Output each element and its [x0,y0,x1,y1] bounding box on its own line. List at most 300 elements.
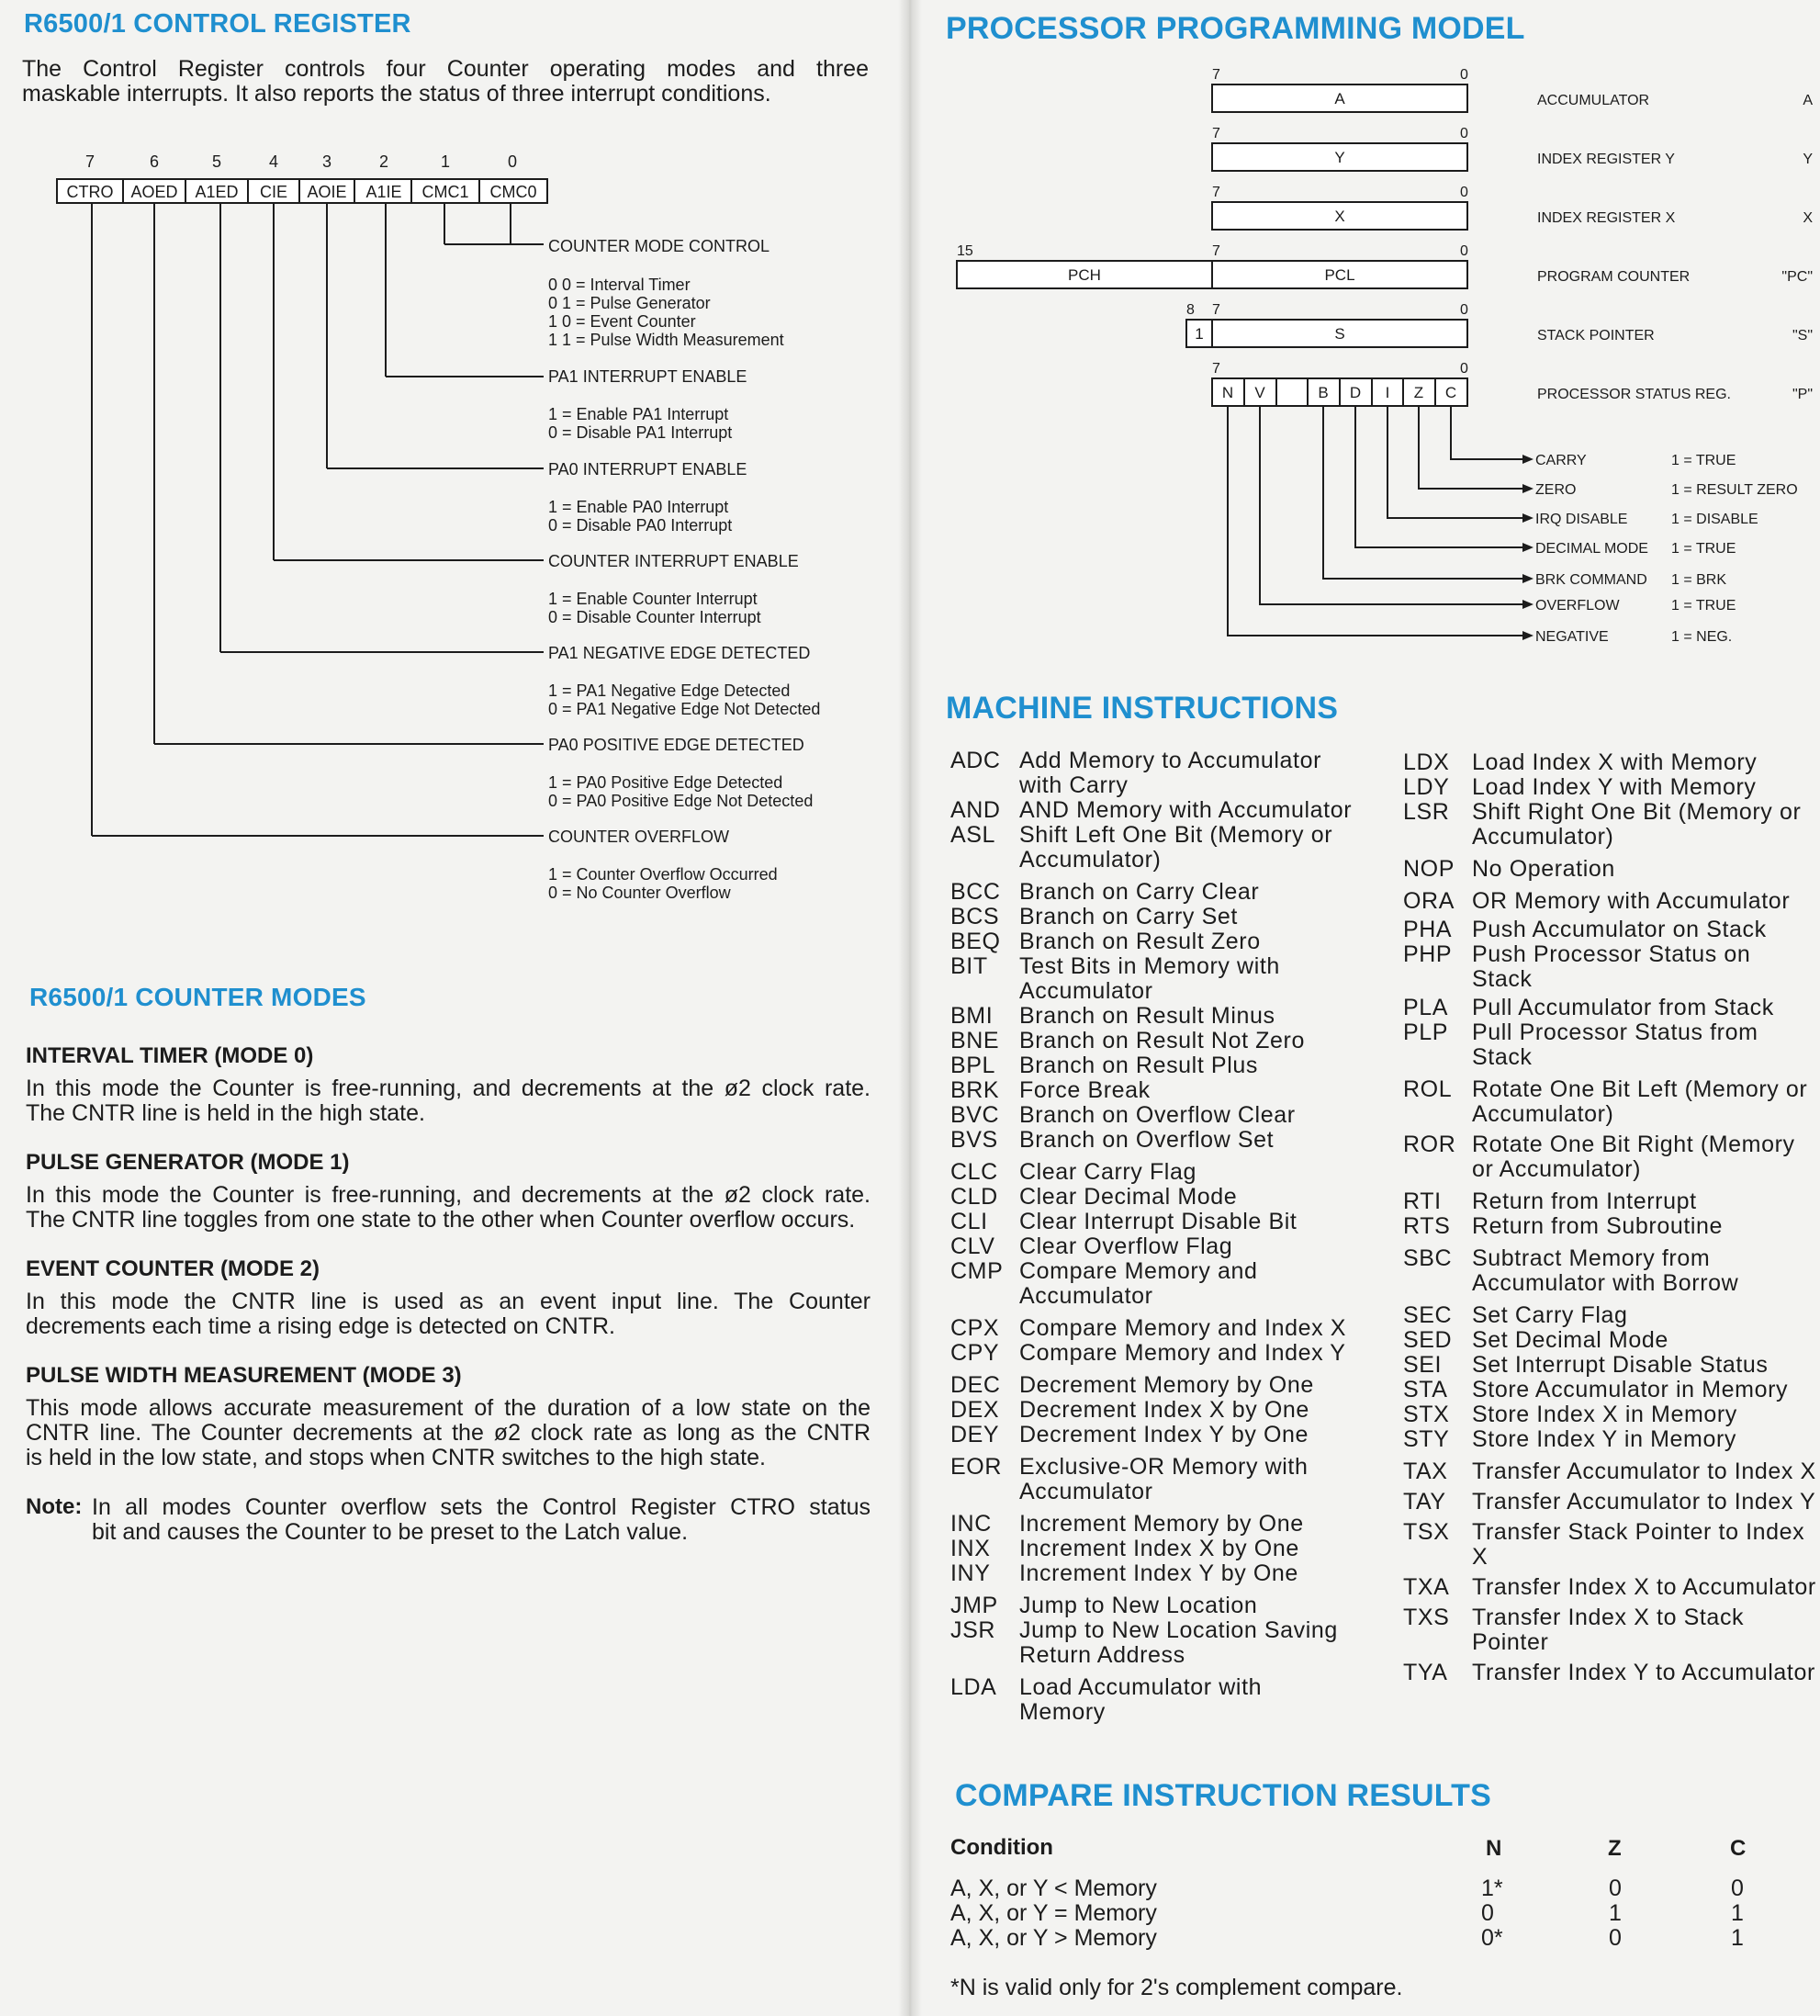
mode-line: In this mode the Counter is free-running, and decrements at the ø2 clock rate. [26,1182,871,1208]
section-line: 1 = Enable PA0 Interrupt [548,498,729,516]
instruction-row [950,1537,1354,1561]
mode-line: decrements each time a rising edge is detected on CNTR. [26,1313,615,1339]
instruction-row [950,1618,1354,1668]
instruction-mnemonic: LDY [1403,774,1450,800]
compare-header-c: C [1730,1836,1747,1861]
mode-line: CNTR line. The Counter decrements at the ø2 clock rate as long as the CNTR [26,1420,871,1446]
bit-position: 15 [957,243,973,259]
instruction-description: Decrement Index X by One [1019,1397,1309,1423]
section-line: 0 = Disable Counter Interrupt [548,608,761,626]
note-line: In all modes Counter overflow sets the Control Register CTRO status [92,1494,871,1520]
register-name: ACCUMULATOR [1537,93,1650,108]
instruction-description: Branch on Result Zero [1019,929,1261,954]
flag-name: IRQ DISABLE [1535,512,1628,527]
instruction-mnemonic: TAX [1403,1459,1448,1484]
mode-description [26,1396,871,1470]
instruction-row [950,1316,1354,1341]
compare-header-z: Z [1608,1836,1622,1861]
instruction-description: Rotate One Bit Right (Memory or Accumulator) [1472,1132,1795,1182]
instruction-description: Pull Processor Status from Stack [1472,1019,1758,1070]
bit-cell: CMC0 [489,183,537,201]
register-symbol: "S" [1792,328,1813,344]
bit-number: 7 [84,152,95,171]
instruction-mnemonic: TSX [1403,1519,1450,1545]
instruction-row [950,1423,1354,1447]
mode-title: PULSE WIDTH MEASUREMENT (MODE 3) [26,1363,462,1388]
section-line: 0 = No Counter Overflow [548,884,731,902]
bit-position: 8 [1186,302,1195,318]
bit-position: 7 [1212,126,1220,141]
instruction-mnemonic: DEC [950,1372,1001,1398]
instruction-mnemonic: TYA [1403,1660,1448,1685]
compare-header-n: N [1486,1836,1502,1861]
instruction-mnemonic: NOP [1403,856,1455,882]
register-box-label: Y [1334,149,1345,166]
bit-cell: AOED [130,183,178,201]
instruction-mnemonic: BRK [950,1077,1000,1103]
instruction-description: Decrement Index Y by One [1019,1422,1309,1447]
instruction-description: Branch on Overflow Clear [1019,1102,1296,1128]
register-box-label: 1 [1195,325,1204,343]
section-line: 0 1 = Pulse Generator [548,294,711,312]
instruction-description: Push Accumulator on Stack [1472,917,1767,942]
instruction-description: Shift Right One Bit (Memory or Accumulator) [1472,799,1802,850]
instruction-mnemonic: ADC [950,748,1001,773]
instruction-row [950,1210,1354,1234]
instruction-row [950,905,1354,929]
instruction-row [950,954,1354,1004]
instruction-description: Branch on Carry Clear [1019,879,1260,905]
register-box-label: X [1334,208,1345,225]
instruction-description: Increment Index Y by One [1019,1560,1298,1586]
instruction-mnemonic: TAY [1403,1489,1446,1515]
instruction-description: Decrement Memory by One [1019,1372,1314,1398]
instruction-description: Load Index X with Memory [1472,749,1758,775]
register-name: INDEX REGISTER Y [1537,152,1675,167]
compare-n: 0* [1481,1925,1503,1951]
note-label: Note: [26,1494,83,1519]
instruction-description: Shift Left One Bit (Memory or Accumulator) [1019,822,1333,873]
machine-instructions-title: MACHINE INSTRUCTIONS [946,691,1339,726]
instruction-description: Test Bits in Memory with Accumulator [1019,953,1280,1004]
section-title: PA0 POSITIVE EDGE DETECTED [548,736,804,754]
instruction-mnemonic: TXA [1403,1574,1450,1600]
instruction-row [1403,1353,1816,1378]
instruction-mnemonic: SEC [1403,1302,1453,1328]
instruction-description: Transfer Index X to Stack Pointer [1472,1605,1745,1655]
instruction-row [950,1185,1354,1210]
bit-cell: A1ED [195,183,239,201]
compare-condition: A, X, or Y = Memory [950,1900,1157,1926]
instruction-mnemonic: BPL [950,1053,996,1078]
bit-number: 2 [378,152,389,171]
flag-value: 1 = TRUE [1671,541,1736,557]
instruction-row [1403,942,1816,992]
instruction-mnemonic: DEY [950,1422,1000,1447]
instruction-row [1403,1402,1816,1427]
flag-value: 1 = DISABLE [1671,512,1758,527]
instruction-row [1403,1132,1816,1182]
instruction-row [1403,1459,1816,1484]
status-bit: Z [1413,384,1424,401]
mode-title: PULSE GENERATOR (MODE 1) [26,1150,350,1175]
instruction-mnemonic: STA [1403,1377,1448,1402]
flag-value: 1 = TRUE [1671,598,1736,614]
flag-value: 1 = TRUE [1671,453,1736,468]
section-line: 1 = PA1 Negative Edge Detected [548,681,791,700]
instruction-row [950,823,1354,873]
instruction-mnemonic: LDX [1403,749,1450,775]
instruction-row [950,749,1354,798]
bit-cell: AOIE [307,183,347,201]
instruction-mnemonic: CLD [950,1184,998,1210]
instruction-row [950,1004,1354,1029]
mode-line: The CNTR line is held in the high state. [26,1100,425,1126]
compare-condition: A, X, or Y < Memory [950,1875,1157,1901]
note-text [92,1495,871,1545]
instruction-description: Branch on Carry Set [1019,904,1238,929]
section-line: 0 = Disable PA1 Interrupt [548,423,733,442]
instruction-mnemonic: BMI [950,1003,994,1029]
instruction-description: Pull Accumulator from Stack [1472,995,1774,1020]
instruction-mnemonic: BCC [950,879,1001,905]
bit-number: 5 [211,152,222,171]
instruction-row [1403,1303,1816,1328]
mode-title: EVENT COUNTER (MODE 2) [26,1256,320,1281]
flag-name: DECIMAL MODE [1535,541,1648,557]
instruction-row [950,1455,1354,1504]
instruction-description: Clear Carry Flag [1019,1159,1196,1185]
instruction-description: Compare Memory and Accumulator [1019,1258,1258,1309]
instruction-row [950,1373,1354,1398]
instruction-row [950,929,1354,954]
section-line: 0 = PA0 Positive Edge Not Detected [548,792,814,810]
bit-position: 0 [1460,67,1468,83]
mode-line: In this mode the CNTR line is used as an event input line. The Counter [26,1289,871,1314]
instruction-row [950,880,1354,905]
register-box-label: S [1334,325,1345,343]
mode-line: is held in the low state, and stops when CNTR switches to the high state. [26,1445,766,1470]
instruction-description: Set Carry Flag [1472,1302,1628,1328]
bit-cell: CTRO [66,183,114,201]
instruction-mnemonic: BVS [950,1127,998,1153]
instruction-description: Store Index Y in Memory [1472,1426,1737,1452]
status-bit: B [1318,384,1329,401]
instruction-mnemonic: INX [950,1536,991,1561]
instruction-row [950,1053,1354,1078]
mode-line: In this mode the Counter is free-running, and decrements at the ø2 clock rate. [26,1076,871,1101]
instruction-mnemonic: CPX [950,1315,1000,1341]
instruction-row [1403,1661,1816,1685]
instruction-mnemonic: DEX [950,1397,1000,1423]
bit-cell: A1IE [365,183,402,201]
instruction-mnemonic: BEQ [950,929,1001,954]
flag-value: 1 = RESULT ZERO [1671,482,1798,498]
instruction-row [1403,1605,1816,1655]
register-symbol: X [1803,210,1813,226]
instruction-row [950,1561,1354,1586]
register-symbol: "P" [1792,387,1813,402]
bit-position: 0 [1460,361,1468,377]
section-line: 0 = PA1 Negative Edge Not Detected [548,700,821,718]
status-bit: N [1221,384,1234,401]
section-title: COUNTER MODE CONTROL [548,237,770,255]
mode-line: The CNTR line toggles from one state to the other when Counter overflow occurs. [26,1207,856,1233]
instruction-mnemonic: ROR [1403,1132,1456,1157]
instruction-description: Transfer Index X to Accumulator [1472,1574,1816,1600]
instruction-row [1403,1189,1816,1214]
instruction-description: Compare Memory and Index Y [1019,1340,1346,1366]
instruction-mnemonic: PHA [1403,917,1453,942]
instruction-mnemonic: ASL [950,822,996,848]
instruction-mnemonic: LDA [950,1674,997,1700]
status-bit: V [1254,384,1265,401]
instruction-row [1403,1328,1816,1353]
instruction-row [950,1259,1354,1309]
instruction-description: Clear Decimal Mode [1019,1184,1238,1210]
instruction-mnemonic: PLA [1403,995,1449,1020]
mode-description [26,1183,871,1233]
mode-title: INTERVAL TIMER (MODE 0) [26,1043,314,1068]
bit-position: 0 [1460,302,1468,318]
register-name: PROGRAM COUNTER [1537,269,1691,285]
register-symbol: A [1803,93,1813,108]
compare-n: 0 [1481,1900,1494,1926]
instruction-description: Jump to New Location [1019,1593,1258,1618]
instruction-row [1403,1520,1816,1570]
bit-position: 7 [1212,243,1220,259]
instruction-description: Jump to New Location Saving Return Address [1019,1617,1338,1668]
register-symbol: Y [1803,152,1813,167]
control-register-diagram [0,138,882,909]
instruction-row [1403,800,1816,850]
mode-description [26,1290,871,1339]
intro-line: The Control Register controls four Counter operating modes and three [22,56,869,82]
bit-number: 6 [149,152,160,171]
instruction-row [1403,1427,1816,1452]
compare-z: 1 [1609,1900,1622,1926]
compare-c: 0 [1731,1875,1744,1901]
register-name: STACK POINTER [1537,328,1655,344]
instruction-mnemonic: INY [950,1560,991,1586]
instruction-row [1403,1077,1816,1127]
compare-z: 0 [1609,1925,1622,1951]
bit-cell: CIE [259,183,288,201]
instruction-row [950,1594,1354,1618]
bit-position: 7 [1212,361,1220,377]
instruction-description: Exclusive-OR Memory with Accumulator [1019,1454,1309,1504]
instruction-mnemonic: SBC [1403,1245,1453,1271]
instruction-description: Branch on Result Minus [1019,1003,1275,1029]
instruction-description: Clear Interrupt Disable Bit [1019,1209,1298,1234]
bit-cell: CMC1 [421,183,469,201]
section-title: PA0 INTERRUPT ENABLE [548,460,747,479]
status-bit: D [1349,384,1362,401]
bit-position: 0 [1460,185,1468,200]
bit-position: 7 [1212,67,1220,83]
bit-number: 4 [268,152,279,171]
instruction-mnemonic: RTI [1403,1188,1442,1214]
instruction-mnemonic: INC [950,1511,992,1537]
instruction-mnemonic: RTS [1403,1213,1451,1239]
instruction-mnemonic: AND [950,797,1001,823]
instruction-row [1403,918,1816,942]
instruction-mnemonic: EOR [950,1454,1002,1480]
section-line: 1 = PA0 Positive Edge Detected [548,773,783,792]
instruction-row [1403,1575,1816,1600]
programming-model-diagram [946,55,1820,661]
instruction-mnemonic: CPY [950,1340,1000,1366]
section-title: COUNTER INTERRUPT ENABLE [548,552,799,570]
programming-model-title: PROCESSOR PROGRAMMING MODEL [946,11,1525,46]
instruction-row [950,1103,1354,1128]
compare-results-title: COMPARE INSTRUCTION RESULTS [955,1778,1492,1813]
instruction-row [1403,1378,1816,1402]
instruction-description: Store Index X in Memory [1472,1402,1737,1427]
instruction-description: Push Processor Status on Stack [1472,941,1751,992]
section-line: 0 = Disable PA0 Interrupt [548,516,733,535]
section-line: 0 0 = Interval Timer [548,276,691,294]
flag-name: NEGATIVE [1535,629,1609,645]
register-box-label: PCH [1068,266,1101,284]
section-line: 1 = Enable Counter Interrupt [548,590,758,608]
instruction-mnemonic: SEI [1403,1352,1443,1378]
instruction-mnemonic: PHP [1403,941,1453,967]
instruction-column-1 [950,749,1354,1725]
instruction-row [1403,775,1816,800]
instruction-mnemonic: STY [1403,1426,1450,1452]
instruction-row [1403,1214,1816,1239]
instruction-description: Return from Subroutine [1472,1213,1724,1239]
instruction-description: Transfer Stack Pointer to Index X [1472,1519,1805,1570]
flag-name: CARRY [1535,453,1587,468]
instruction-description: Branch on Overflow Set [1019,1127,1275,1153]
instruction-mnemonic: BVC [950,1102,1000,1128]
instruction-row [1403,857,1816,882]
instruction-description: AND Memory with Accumulator [1019,797,1353,823]
instruction-mnemonic: ORA [1403,888,1455,914]
flag-name: OVERFLOW [1535,598,1620,614]
instruction-row [1403,1020,1816,1070]
instruction-row [950,1512,1354,1537]
instruction-description: Rotate One Bit Left (Memory or Accumulator) [1472,1076,1808,1127]
instruction-row [950,1675,1354,1725]
instruction-description: Transfer Accumulator to Index Y [1472,1489,1816,1515]
mode-description [26,1076,871,1126]
section-line: 1 1 = Pulse Width Measurement [548,331,784,349]
instruction-mnemonic: PLP [1403,1019,1449,1045]
instruction-description: Load Accumulator with Memory [1019,1674,1263,1725]
compare-condition: A, X, or Y > Memory [950,1925,1157,1951]
status-bit: C [1444,384,1457,401]
instruction-row [950,1128,1354,1153]
instruction-row [950,1234,1354,1259]
note-line: bit and causes the Counter to be preset to the Latch value. [92,1519,689,1545]
instruction-mnemonic: TXS [1403,1605,1450,1630]
compare-c: 1 [1731,1900,1744,1926]
register-name: INDEX REGISTER X [1537,210,1676,226]
instruction-description: Compare Memory and Index X [1019,1315,1347,1341]
instruction-row [1403,1490,1816,1515]
section-line: 1 0 = Event Counter [548,312,696,331]
instruction-row [1403,750,1816,775]
instruction-description: Subtract Memory from Accumulator with Borrow [1472,1245,1739,1296]
bit-position: 7 [1212,185,1220,200]
instruction-description: Transfer Index Y to Accumulator [1472,1660,1815,1685]
section-title: COUNTER OVERFLOW [548,828,730,846]
compare-footnote: *N is valid only for 2's complement compare. [950,1975,1403,2000]
control-register-title: R6500/1 CONTROL REGISTER [24,9,411,39]
instruction-row [1403,1246,1816,1296]
instruction-column-2 [1403,750,1816,1685]
section-title: PA1 INTERRUPT ENABLE [548,367,747,386]
instruction-row [1403,996,1816,1020]
section-line: 1 = Enable PA1 Interrupt [548,405,729,423]
instruction-description: Load Index Y with Memory [1472,774,1757,800]
instruction-description: Force Break [1019,1077,1151,1103]
instruction-description: Branch on Result Plus [1019,1053,1258,1078]
instruction-mnemonic: STX [1403,1402,1450,1427]
instruction-description: Increment Index X by One [1019,1536,1299,1561]
instruction-mnemonic: BIT [950,953,988,979]
instruction-mnemonic: SED [1403,1327,1453,1353]
page-fold [898,0,922,2016]
instruction-mnemonic: CLC [950,1159,998,1185]
section-line: 1 = Counter Overflow Occurred [548,865,778,884]
flag-value: 1 = NEG. [1671,629,1733,645]
instruction-mnemonic: BCS [950,904,1000,929]
instruction-row [950,1160,1354,1185]
instruction-description: Set Interrupt Disable Status [1472,1352,1769,1378]
compare-header-condition: Condition [950,1835,1053,1860]
instruction-description: Set Decimal Mode [1472,1327,1668,1353]
bit-position: 0 [1460,126,1468,141]
instruction-description: Store Accumulator in Memory [1472,1377,1789,1402]
register-box-label: PCL [1324,266,1355,284]
compare-c: 1 [1731,1925,1744,1951]
bit-number: 3 [321,152,332,171]
register-name: PROCESSOR STATUS REG. [1537,387,1731,402]
bit-position: 7 [1212,302,1220,318]
status-bit: I [1385,384,1390,401]
counter-modes-title: R6500/1 COUNTER MODES [29,983,366,1011]
instruction-mnemonic: CLV [950,1233,995,1259]
flag-name: BRK COMMAND [1535,572,1647,588]
bit-position: 0 [1460,243,1468,259]
mode-line: This mode allows accurate measurement of the duration of a low state on the [26,1395,871,1421]
compare-z: 0 [1609,1875,1622,1901]
instruction-mnemonic: ROL [1403,1076,1453,1102]
instruction-row [950,798,1354,823]
flag-value: 1 = BRK [1671,572,1727,588]
register-box-label: A [1334,90,1345,107]
flag-name: ZERO [1535,482,1577,498]
instruction-description: No Operation [1472,856,1615,882]
instruction-row [950,1078,1354,1103]
instruction-description: Add Memory to Accumulator with Carry [1019,748,1322,798]
instruction-row [1403,889,1816,914]
bit-number: 0 [507,152,518,171]
intro-line: maskable interrupts. It also reports the status of three interrupt conditions. [22,81,771,107]
instruction-description: Branch on Result Not Zero [1019,1028,1305,1053]
control-register-intro [22,57,869,107]
instruction-description: Clear Overflow Flag [1019,1233,1233,1259]
instruction-description: Transfer Accumulator to Index X [1472,1459,1816,1484]
instruction-mnemonic: CLI [950,1209,988,1234]
bit-number: 1 [440,152,451,171]
instruction-row [950,1341,1354,1366]
instruction-description: Return from Interrupt [1472,1188,1697,1214]
